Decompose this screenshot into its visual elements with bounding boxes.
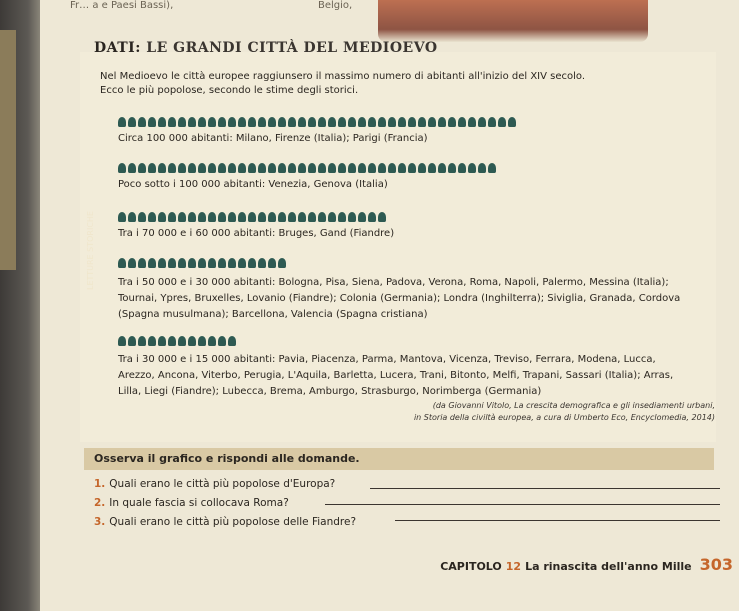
person-icon xyxy=(408,117,416,127)
person-icon xyxy=(248,117,256,127)
person-icon xyxy=(118,212,126,222)
person-icon xyxy=(248,212,256,222)
question-2 xyxy=(94,497,289,509)
icon-row xyxy=(118,212,394,224)
person-icon xyxy=(138,336,146,346)
person-icon xyxy=(278,163,286,173)
person-icon xyxy=(198,258,206,268)
person-icon xyxy=(458,163,466,173)
person-icon xyxy=(138,117,146,127)
answer-line-3[interactable] xyxy=(395,520,720,521)
person-icon xyxy=(168,163,176,173)
person-icon xyxy=(468,117,476,127)
question-3 xyxy=(94,516,356,528)
person-icon xyxy=(178,336,186,346)
person-icon xyxy=(348,163,356,173)
chapter-title: La rinascita dell'anno Mille xyxy=(525,560,692,573)
answer-line-2[interactable] xyxy=(325,504,720,505)
person-icon xyxy=(178,117,186,127)
icon-row xyxy=(118,336,236,348)
person-icon xyxy=(208,163,216,173)
page-title xyxy=(94,40,438,56)
person-icon xyxy=(338,117,346,127)
person-icon xyxy=(148,336,156,346)
person-icon xyxy=(458,117,466,127)
person-icon xyxy=(118,117,126,127)
row-5-line-2: Arezzo, Ancona, Viterbo, Perugia, L'Aquila, Barletta, Lucera, Trani, Bitonto, Melfi, Trapani, Sassari (Italia); Arras, xyxy=(118,370,674,381)
person-icon xyxy=(128,163,136,173)
person-icon xyxy=(258,163,266,173)
person-icon xyxy=(208,212,216,222)
person-icon xyxy=(138,163,146,173)
person-icon xyxy=(328,212,336,222)
person-icon xyxy=(168,117,176,127)
person-icon xyxy=(318,163,326,173)
page-number: 303 xyxy=(699,555,733,574)
intro-line-2: Ecco le più popolose, secondo le stime degli storici. xyxy=(100,85,359,96)
person-icon xyxy=(228,258,236,268)
source-line-1: (da Giovanni Vitolo, La crescita demografica e gli insediamenti urbani, xyxy=(432,401,715,410)
person-icon xyxy=(488,117,496,127)
person-icon xyxy=(478,117,486,127)
person-icon xyxy=(478,163,486,173)
person-icon xyxy=(368,163,376,173)
question-text: Quali erano le città più popolose d'Europa? xyxy=(109,478,336,490)
header-fragment-left: Fr… a e Paesi Bassi), xyxy=(70,0,174,11)
person-icon xyxy=(318,212,326,222)
person-icon xyxy=(218,163,226,173)
person-icon xyxy=(278,117,286,127)
person-icon xyxy=(418,163,426,173)
person-icon xyxy=(148,117,156,127)
person-icon xyxy=(288,117,296,127)
person-icon xyxy=(408,163,416,173)
person-icon xyxy=(248,258,256,268)
person-icon xyxy=(388,117,396,127)
row-label: Circa 100 000 abitanti: Milano, Firenze (Italia); Parigi (Francia) xyxy=(118,133,428,144)
person-icon xyxy=(218,258,226,268)
person-icon xyxy=(438,117,446,127)
person-icon xyxy=(378,163,386,173)
person-icon xyxy=(328,163,336,173)
person-icon xyxy=(238,258,246,268)
title-text: LE GRANDI CITTÀ DEL MEDIOEVO xyxy=(146,40,438,56)
person-icon xyxy=(508,117,516,127)
person-icon xyxy=(128,258,136,268)
person-icon xyxy=(188,117,196,127)
person-icon xyxy=(188,336,196,346)
person-icon xyxy=(298,212,306,222)
person-icon xyxy=(208,336,216,346)
person-icon xyxy=(328,117,336,127)
person-icon xyxy=(178,258,186,268)
person-icon xyxy=(198,336,206,346)
person-icon xyxy=(158,336,166,346)
question-number: 2. xyxy=(94,497,106,509)
header-fragment-right: Belgio, xyxy=(318,0,353,11)
person-icon xyxy=(168,258,176,268)
person-icon xyxy=(188,163,196,173)
questions-heading: Osserva il grafico e rispondi alle domande. xyxy=(94,452,360,465)
person-icon xyxy=(488,163,496,173)
person-icon xyxy=(378,117,386,127)
icon-row xyxy=(118,117,516,129)
person-icon xyxy=(248,163,256,173)
person-icon xyxy=(188,212,196,222)
person-icon xyxy=(308,212,316,222)
person-icon xyxy=(148,212,156,222)
person-icon xyxy=(308,163,316,173)
person-icon xyxy=(428,163,436,173)
person-icon xyxy=(128,212,136,222)
person-icon xyxy=(368,117,376,127)
person-icon xyxy=(268,117,276,127)
person-icon xyxy=(378,212,386,222)
question-number: 1. xyxy=(94,478,106,490)
person-icon xyxy=(158,212,166,222)
person-icon xyxy=(178,212,186,222)
person-icon xyxy=(238,163,246,173)
title-keyword: DATI: xyxy=(94,40,141,56)
person-icon xyxy=(228,117,236,127)
row-5-line-1: Tra i 30 000 e i 15 000 abitanti: Pavia, Piacenza, Parma, Mantova, Vicenza, Treviso, Ferrara, Modena, Lucca, xyxy=(118,354,656,365)
person-icon xyxy=(438,163,446,173)
person-icon xyxy=(268,163,276,173)
row-label: Poco sotto i 100 000 abitanti: Venezia, Genova (Italia) xyxy=(118,179,388,190)
person-icon xyxy=(168,212,176,222)
source-citation xyxy=(414,400,715,424)
person-icon xyxy=(218,336,226,346)
person-icon xyxy=(198,117,206,127)
person-icon xyxy=(138,258,146,268)
chapter-label: CAPITOLO xyxy=(440,560,502,573)
person-icon xyxy=(128,117,136,127)
person-icon xyxy=(368,212,376,222)
person-icon xyxy=(198,212,206,222)
person-icon xyxy=(228,212,236,222)
person-icon xyxy=(318,117,326,127)
person-icon xyxy=(218,117,226,127)
person-icon xyxy=(398,117,406,127)
person-icon xyxy=(238,212,246,222)
population-row-3 xyxy=(118,212,394,241)
page-footer xyxy=(440,555,733,574)
person-icon xyxy=(338,163,346,173)
person-icon xyxy=(258,117,266,127)
person-icon xyxy=(278,212,286,222)
question-text: Quali erano le città più popolose delle Fiandre? xyxy=(109,516,357,528)
row-4-label xyxy=(118,275,698,323)
row-4-line-2: Tournai, Ypres, Bruxelles, Lovanio (Fiandre); Colonia (Germania); Londra (Inghilterra); Siviglia, Granada, Cordova xyxy=(118,293,681,304)
person-icon xyxy=(258,258,266,268)
row-4-line-3: (Spagna musulmana); Barcellona, Valencia (Spagna cristiana) xyxy=(118,309,428,320)
icon-row xyxy=(118,258,286,270)
question-number: 3. xyxy=(94,516,106,528)
person-icon xyxy=(348,212,356,222)
person-icon xyxy=(118,336,126,346)
row-label: Tra i 70 000 e i 60 000 abitanti: Bruges, Gand (Fiandre) xyxy=(118,228,395,239)
person-icon xyxy=(118,258,126,268)
person-icon xyxy=(118,163,126,173)
person-icon xyxy=(298,163,306,173)
person-icon xyxy=(218,212,226,222)
person-icon xyxy=(358,212,366,222)
source-line-2: in Storia della civiltà europea, a cura di Umberto Eco, Encyclomedia, 2014) xyxy=(413,413,715,422)
person-icon xyxy=(498,117,506,127)
person-icon xyxy=(158,163,166,173)
person-icon xyxy=(288,163,296,173)
question-text: In quale fascia si collocava Roma? xyxy=(109,497,289,509)
person-icon xyxy=(268,212,276,222)
person-icon xyxy=(468,163,476,173)
person-icon xyxy=(228,163,236,173)
person-icon xyxy=(258,212,266,222)
person-icon xyxy=(268,258,276,268)
row-5-line-3: Lilla, Liegi (Fiandre); Lubecca, Brema, Amburgo, Strasburgo, Norimberga (Germania) xyxy=(118,386,542,397)
person-icon xyxy=(238,117,246,127)
person-icon xyxy=(208,117,216,127)
section-tab xyxy=(0,30,16,270)
person-icon xyxy=(398,163,406,173)
person-icon xyxy=(348,117,356,127)
answer-line-1[interactable] xyxy=(370,488,720,489)
person-icon xyxy=(158,258,166,268)
person-icon xyxy=(188,258,196,268)
person-icon xyxy=(298,117,306,127)
intro-text xyxy=(100,70,700,98)
side-label: LETTURE STORICHE xyxy=(86,211,95,290)
person-icon xyxy=(278,258,286,268)
person-icon xyxy=(288,212,296,222)
person-icon xyxy=(128,336,136,346)
top-illustration xyxy=(378,0,648,42)
row-5-label xyxy=(118,352,698,400)
person-icon xyxy=(308,117,316,127)
person-icon xyxy=(148,163,156,173)
person-icon xyxy=(428,117,436,127)
person-icon xyxy=(208,258,216,268)
person-icon xyxy=(388,163,396,173)
person-icon xyxy=(198,163,206,173)
population-row-5 xyxy=(118,336,236,348)
person-icon xyxy=(358,117,366,127)
person-icon xyxy=(148,258,156,268)
row-4-line-1: Tra i 50 000 e i 30 000 abitanti: Bologna, Pisa, Siena, Padova, Verona, Roma, Napoli, Palermo, Messina (Italia); xyxy=(118,277,669,288)
question-1 xyxy=(94,478,335,490)
person-icon xyxy=(158,117,166,127)
icon-row xyxy=(118,163,496,175)
person-icon xyxy=(178,163,186,173)
person-icon xyxy=(338,212,346,222)
person-icon xyxy=(418,117,426,127)
person-icon xyxy=(448,117,456,127)
intro-line-1: Nel Medioevo le città europee raggiunsero il massimo numero di abitanti all'inizio del XIV secolo. xyxy=(100,71,586,82)
population-row-2 xyxy=(118,163,496,192)
person-icon xyxy=(228,336,236,346)
chapter-number: 12 xyxy=(505,560,522,573)
population-row-1 xyxy=(118,117,516,146)
person-icon xyxy=(358,163,366,173)
population-row-4 xyxy=(118,258,286,270)
person-icon xyxy=(168,336,176,346)
person-icon xyxy=(448,163,456,173)
person-icon xyxy=(138,212,146,222)
